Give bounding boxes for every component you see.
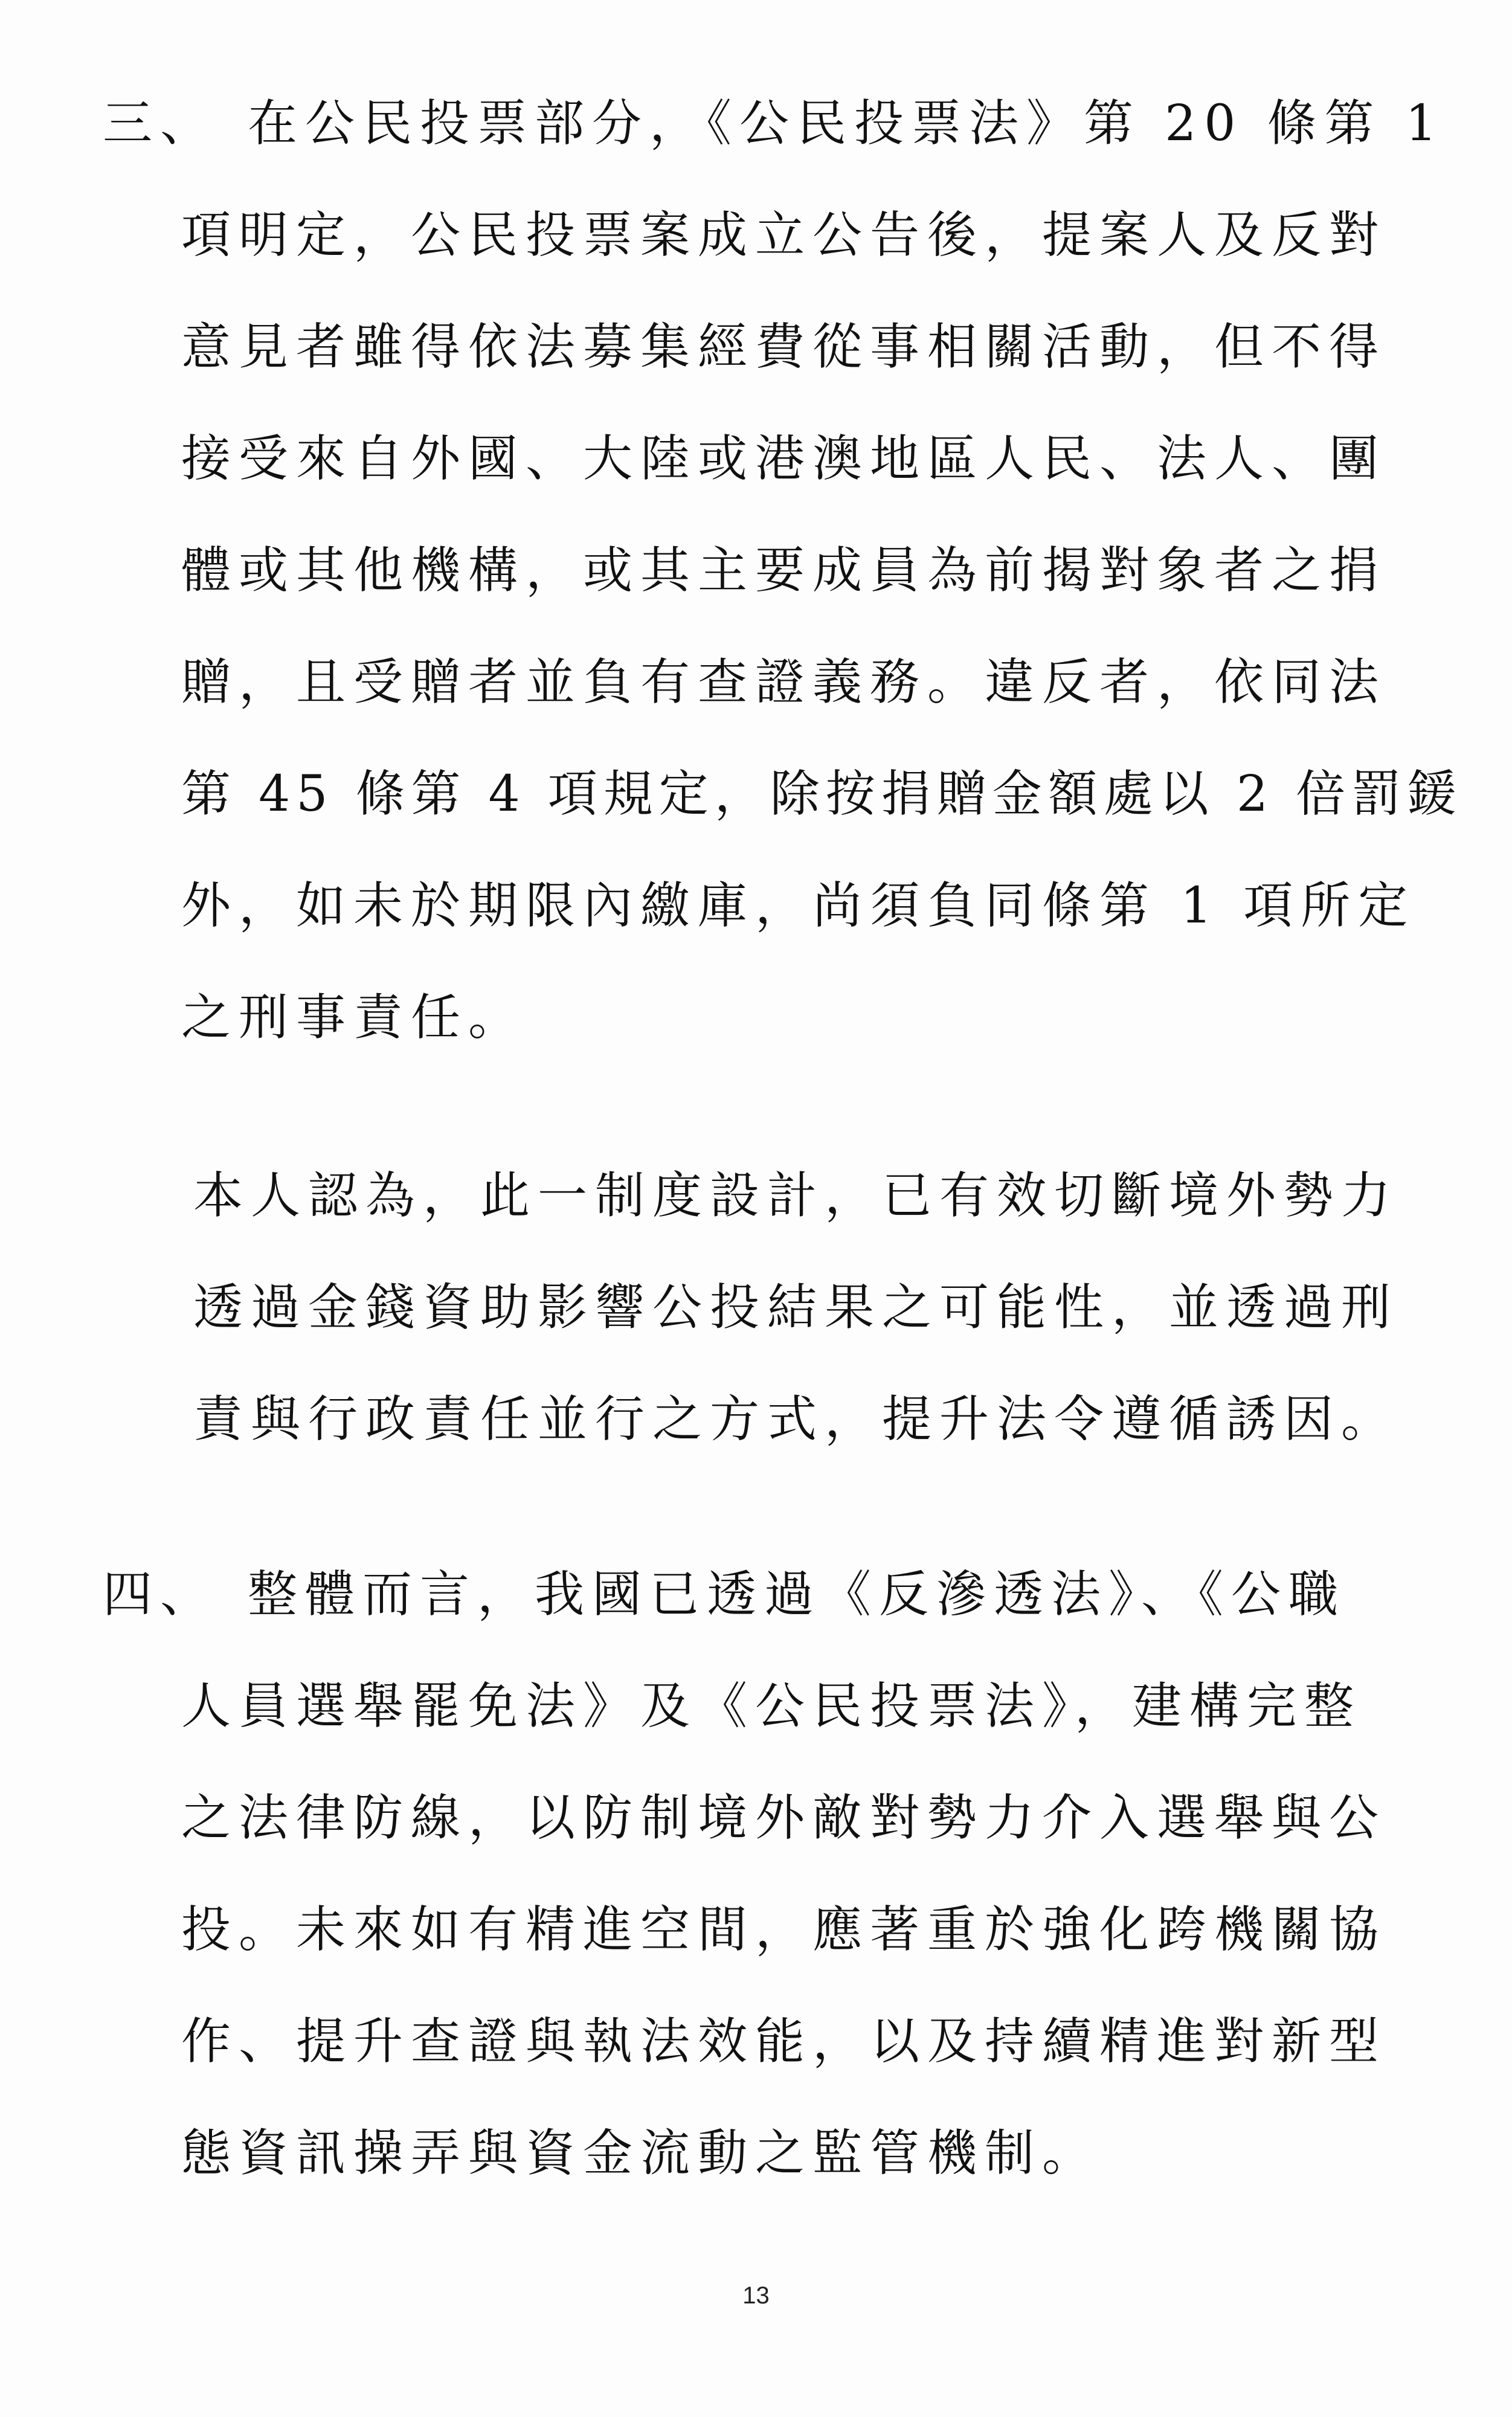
paragraph-line: 贈，且受贈者並負有查證義務。違反者，依同法 <box>181 654 1387 711</box>
paragraph-line: 在公民投票部分，《公民投票法》第 20 條第 1 <box>248 95 1445 152</box>
paragraph-line: 責與行政責任並行之方式，提升法令遵循誘因。 <box>193 1391 1399 1448</box>
paragraph-line: 本人認為，此一制度設計，已有效切斷境外勢力 <box>193 1167 1399 1225</box>
paragraph-line: 透過金錢資助影響公投結果之可能性，並透過刑 <box>193 1279 1399 1336</box>
paragraph-line: 接受來自外國、大陸或港澳地區人民、法人、團 <box>181 430 1387 488</box>
page-number: 13 <box>742 2282 770 2309</box>
paragraph-line: 之刑事責任。 <box>181 989 526 1046</box>
paragraph-line: 體或其他機構，或其主要成員為前揭對象者之捐 <box>181 542 1387 599</box>
section-number: 四、 <box>103 1566 218 1623</box>
paragraph-line: 整體而言，我國已透過《反滲透法》、《公職 <box>248 1566 1346 1623</box>
section-number: 三、 <box>103 95 218 152</box>
paragraph-line: 外，如未於期限內繳庫，尚須負同條第 1 項所定 <box>181 877 1416 935</box>
paragraph-line: 態資訊操弄與資金流動之監管機制。 <box>181 2125 1100 2182</box>
paragraph-line: 第 45 條第 4 項規定，除按捐贈金額處以 2 倍罰鍰 <box>181 765 1463 823</box>
paragraph-line: 之法律防線，以防制境外敵對勢力介入選舉與公 <box>181 1789 1387 1847</box>
paragraph-line: 意見者雖得依法募集經費從事相關活動，但不得 <box>181 318 1387 376</box>
paragraph-line: 人員選舉罷免法》及《公民投票法》，建構完整 <box>181 1678 1362 1735</box>
paragraph-line: 投。未來如有精進空間，應著重於強化跨機關協 <box>181 1901 1387 1958</box>
paragraph-line: 作、提升查證與執法效能，以及持續精進對新型 <box>181 2013 1387 2070</box>
paragraph-line: 項明定，公民投票案成立公告後，提案人及反對 <box>181 207 1387 264</box>
